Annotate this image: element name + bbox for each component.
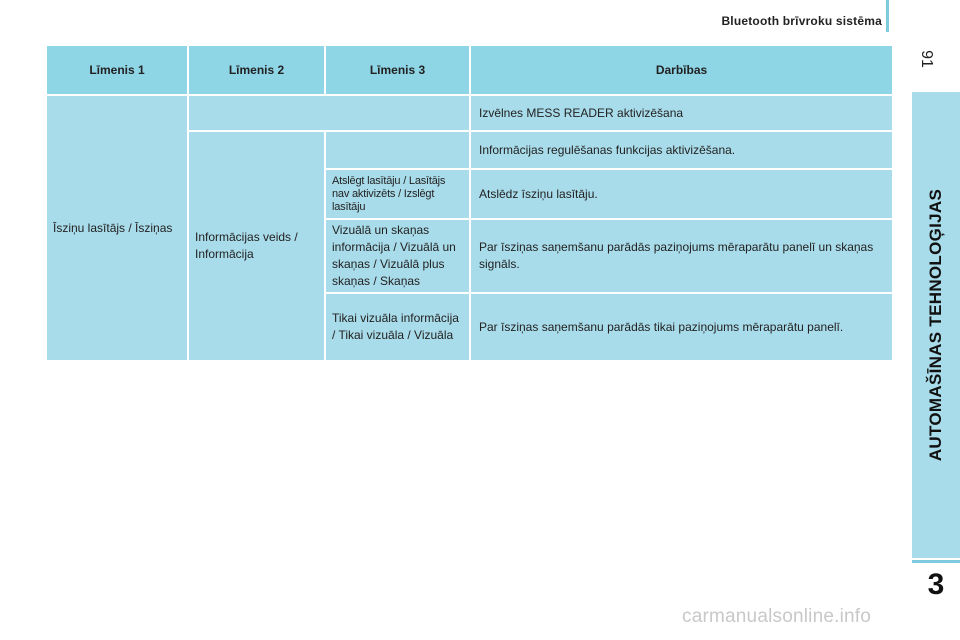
empty-cell (188, 95, 470, 131)
action-cell: Atslēdz īsziņu lasītāju. (470, 169, 893, 219)
watermark: carmanualsonline.info (682, 606, 872, 627)
running-header-title: Bluetooth brīvroku sistēma (721, 14, 882, 28)
action-cell: Izvēlnes MESS READER aktivizēšana (470, 95, 893, 131)
action-cell: Par īsziņas saņemšanu parādās paziņojums mēraparātu panelī un skaņas signāls. (470, 219, 893, 293)
header-level-1: Līmenis 1 (46, 45, 188, 95)
action-cell: Informācijas regulēšanas funkcijas aktivizēšana. (470, 131, 893, 169)
chapter-tab-title-text: AUTOMAŠĪNAS TEHNOLOĢIJAS (926, 188, 946, 462)
menu-table (45, 44, 894, 362)
empty-cell (325, 131, 470, 169)
header-level-2: Līmenis 2 (188, 45, 325, 95)
header-level-3: Līmenis 3 (325, 45, 470, 95)
page-number: 91 (918, 50, 935, 68)
chapter-tab-title (912, 92, 960, 558)
level3-cell: Vizuālā un skaņas informācija / Vizuālā un skaņas / Vizuālā plus skaņas / Skaņas (325, 219, 470, 293)
level2-cell: Informācijas veids / Informācija (188, 131, 325, 361)
chapter-number: 3 (927, 568, 945, 601)
level1-cell: Īsziņu lasītājs / Īsziņas (46, 95, 188, 361)
header-actions: Darbības (470, 45, 893, 95)
action-cell: Par īsziņas saņemšanu parādās tikai paziņojums mēraparātu panelī. (470, 293, 893, 361)
level3-cell: Tikai vizuāla informācija / Tikai vizuāla / Vizuāla (325, 293, 470, 361)
level3-cell: Atslēgt lasītāju / Lasītājs nav aktivizēts / Izslēgt lasītāju (325, 169, 470, 219)
header-divider (886, 0, 889, 32)
table-header-row (46, 45, 893, 95)
table-row (46, 95, 893, 131)
